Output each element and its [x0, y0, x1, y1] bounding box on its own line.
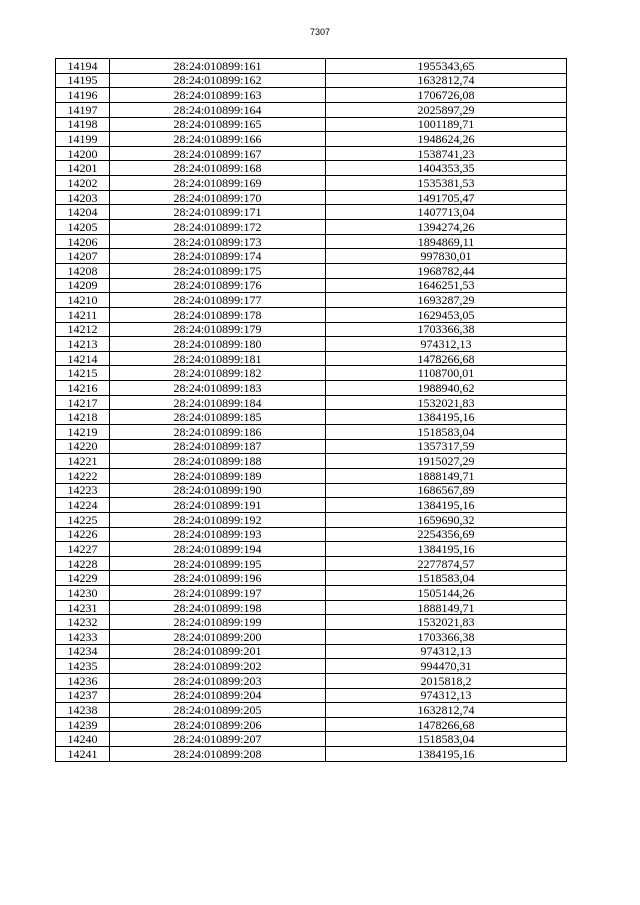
cadastral-number-cell: 28:24:010899:205 — [110, 703, 326, 718]
row-number-cell: 14216 — [56, 381, 110, 396]
table-row — [56, 395, 567, 410]
row-number-cell: 14226 — [56, 527, 110, 542]
row-number-cell: 14215 — [56, 366, 110, 381]
cadastral-number-cell: 28:24:010899:183 — [110, 381, 326, 396]
cadastral-number-cell: 28:24:010899:161 — [110, 59, 326, 74]
table-row — [56, 439, 567, 454]
value-cell: 2277874,57 — [326, 556, 567, 571]
row-number-cell: 14201 — [56, 161, 110, 176]
value-cell: 1948624,26 — [326, 132, 567, 147]
cadastral-number-cell: 28:24:010899:186 — [110, 425, 326, 440]
cadastral-number-cell: 28:24:010899:196 — [110, 571, 326, 586]
table-row — [56, 132, 567, 147]
cadastral-number-cell: 28:24:010899:162 — [110, 73, 326, 88]
value-cell: 1703366,38 — [326, 629, 567, 644]
row-number-cell: 14202 — [56, 176, 110, 191]
row-number-cell: 14228 — [56, 556, 110, 571]
cadastral-number-cell: 28:24:010899:193 — [110, 527, 326, 542]
cadastral-number-cell: 28:24:010899:172 — [110, 220, 326, 235]
cadastral-number-cell: 28:24:010899:168 — [110, 161, 326, 176]
row-number-cell: 14217 — [56, 395, 110, 410]
row-number-cell: 14225 — [56, 512, 110, 527]
cadastral-number-cell: 28:24:010899:166 — [110, 132, 326, 147]
value-cell: 1888149,71 — [326, 468, 567, 483]
table-row — [56, 161, 567, 176]
cadastral-number-cell: 28:24:010899:203 — [110, 673, 326, 688]
value-cell: 1538741,23 — [326, 146, 567, 161]
table-row — [56, 88, 567, 103]
cadastral-number-cell: 28:24:010899:171 — [110, 205, 326, 220]
table-row — [56, 586, 567, 601]
row-number-cell: 14199 — [56, 132, 110, 147]
table-row — [56, 717, 567, 732]
value-cell: 2025897,29 — [326, 102, 567, 117]
value-cell: 974312,13 — [326, 688, 567, 703]
row-number-cell: 14206 — [56, 234, 110, 249]
table-row — [56, 59, 567, 74]
value-cell: 974312,13 — [326, 337, 567, 352]
value-cell: 1693287,29 — [326, 293, 567, 308]
cadastral-number-cell: 28:24:010899:179 — [110, 322, 326, 337]
cadastral-number-cell: 28:24:010899:177 — [110, 293, 326, 308]
table-row — [56, 498, 567, 513]
table-row — [56, 73, 567, 88]
cadastral-number-cell: 28:24:010899:182 — [110, 366, 326, 381]
cadastral-number-cell: 28:24:010899:167 — [110, 146, 326, 161]
cadastral-number-cell: 28:24:010899:184 — [110, 395, 326, 410]
cadastral-number-cell: 28:24:010899:194 — [110, 542, 326, 557]
value-cell: 1955343,65 — [326, 59, 567, 74]
row-number-cell: 14237 — [56, 688, 110, 703]
table-row — [56, 732, 567, 747]
row-number-cell: 14207 — [56, 249, 110, 264]
value-cell: 1518583,04 — [326, 425, 567, 440]
value-cell: 1888149,71 — [326, 600, 567, 615]
value-cell: 1968782,44 — [326, 263, 567, 278]
value-cell: 1001189,71 — [326, 117, 567, 132]
table-row — [56, 483, 567, 498]
table-row — [56, 366, 567, 381]
row-number-cell: 14221 — [56, 454, 110, 469]
value-cell: 1478266,68 — [326, 351, 567, 366]
row-number-cell: 14222 — [56, 468, 110, 483]
value-cell: 1518583,04 — [326, 732, 567, 747]
table-row — [56, 688, 567, 703]
table-row — [56, 190, 567, 205]
cadastral-number-cell: 28:24:010899:200 — [110, 629, 326, 644]
row-number-cell: 14194 — [56, 59, 110, 74]
value-cell: 1384195,16 — [326, 747, 567, 762]
table-row — [56, 512, 567, 527]
table-row — [56, 117, 567, 132]
value-cell: 1491705,47 — [326, 190, 567, 205]
value-cell: 997830,01 — [326, 249, 567, 264]
cadastral-number-cell: 28:24:010899:176 — [110, 278, 326, 293]
cadastral-number-cell: 28:24:010899:208 — [110, 747, 326, 762]
row-number-cell: 14208 — [56, 263, 110, 278]
cadastral-number-cell: 28:24:010899:175 — [110, 263, 326, 278]
value-cell: 1407713,04 — [326, 205, 567, 220]
value-cell: 1357317,59 — [326, 439, 567, 454]
cadastral-number-cell: 28:24:010899:188 — [110, 454, 326, 469]
table-row — [56, 629, 567, 644]
cadastral-number-cell: 28:24:010899:169 — [110, 176, 326, 191]
table-row — [56, 454, 567, 469]
row-number-cell: 14212 — [56, 322, 110, 337]
table-row — [56, 542, 567, 557]
cadastral-number-cell: 28:24:010899:185 — [110, 410, 326, 425]
value-cell: 1894869,11 — [326, 234, 567, 249]
value-cell: 974312,13 — [326, 644, 567, 659]
value-cell: 1384195,16 — [326, 542, 567, 557]
row-number-cell: 14205 — [56, 220, 110, 235]
cadastral-number-cell: 28:24:010899:191 — [110, 498, 326, 513]
value-cell: 1478266,68 — [326, 717, 567, 732]
row-number-cell: 14218 — [56, 410, 110, 425]
table-row — [56, 703, 567, 718]
value-cell: 1108700,01 — [326, 366, 567, 381]
table-row — [56, 644, 567, 659]
table-row — [56, 351, 567, 366]
value-cell: 1686567,89 — [326, 483, 567, 498]
cadastral-number-cell: 28:24:010899:181 — [110, 351, 326, 366]
row-number-cell: 14224 — [56, 498, 110, 513]
value-cell: 1629453,05 — [326, 307, 567, 322]
cadastral-number-cell: 28:24:010899:201 — [110, 644, 326, 659]
row-number-cell: 14236 — [56, 673, 110, 688]
row-number-cell: 14198 — [56, 117, 110, 132]
row-number-cell: 14239 — [56, 717, 110, 732]
value-cell: 2254356,69 — [326, 527, 567, 542]
cadastral-number-cell: 28:24:010899:178 — [110, 307, 326, 322]
table-row — [56, 176, 567, 191]
row-number-cell: 14214 — [56, 351, 110, 366]
row-number-cell: 14213 — [56, 337, 110, 352]
page-number: 7307 — [309, 27, 331, 37]
table-row — [56, 556, 567, 571]
table-row — [56, 527, 567, 542]
value-cell: 994470,31 — [326, 659, 567, 674]
cadastral-number-cell: 28:24:010899:197 — [110, 586, 326, 601]
value-cell: 1518583,04 — [326, 571, 567, 586]
table-row — [56, 234, 567, 249]
value-cell: 1532021,83 — [326, 615, 567, 630]
value-cell: 1394274,26 — [326, 220, 567, 235]
value-cell: 1404353,35 — [326, 161, 567, 176]
table-row — [56, 278, 567, 293]
value-cell: 1384195,16 — [326, 498, 567, 513]
cadastral-number-cell: 28:24:010899:206 — [110, 717, 326, 732]
cadastral-number-cell: 28:24:010899:187 — [110, 439, 326, 454]
row-number-cell: 14223 — [56, 483, 110, 498]
table-row — [56, 307, 567, 322]
cadastral-number-cell: 28:24:010899:173 — [110, 234, 326, 249]
value-cell: 1632812,74 — [326, 703, 567, 718]
table-row — [56, 322, 567, 337]
cadastral-number-cell: 28:24:010899:163 — [110, 88, 326, 103]
value-cell: 1659690,32 — [326, 512, 567, 527]
row-number-cell: 14195 — [56, 73, 110, 88]
cadastral-number-cell: 28:24:010899:198 — [110, 600, 326, 615]
row-number-cell: 14241 — [56, 747, 110, 762]
cadastral-number-cell: 28:24:010899:174 — [110, 249, 326, 264]
row-number-cell: 14240 — [56, 732, 110, 747]
table-row — [56, 747, 567, 762]
value-cell: 1505144,26 — [326, 586, 567, 601]
value-cell: 2015818,2 — [326, 673, 567, 688]
row-number-cell: 14197 — [56, 102, 110, 117]
row-number-cell: 14235 — [56, 659, 110, 674]
table-row — [56, 468, 567, 483]
cadastral-number-cell: 28:24:010899:204 — [110, 688, 326, 703]
row-number-cell: 14220 — [56, 439, 110, 454]
value-cell: 1706726,08 — [326, 88, 567, 103]
cadastral-number-cell: 28:24:010899:195 — [110, 556, 326, 571]
cadastral-number-cell: 28:24:010899:207 — [110, 732, 326, 747]
value-cell: 1384195,16 — [326, 410, 567, 425]
row-number-cell: 14230 — [56, 586, 110, 601]
table-row — [56, 571, 567, 586]
table-row — [56, 293, 567, 308]
row-number-cell: 14211 — [56, 307, 110, 322]
table-row — [56, 600, 567, 615]
table-row — [56, 102, 567, 117]
table-row — [56, 263, 567, 278]
cadastral-number-cell: 28:24:010899:180 — [110, 337, 326, 352]
table-row — [56, 220, 567, 235]
cadastral-number-cell: 28:24:010899:189 — [110, 468, 326, 483]
row-number-cell: 14200 — [56, 146, 110, 161]
value-cell: 1915027,29 — [326, 454, 567, 469]
value-cell: 1535381,53 — [326, 176, 567, 191]
table-row — [56, 146, 567, 161]
value-cell: 1532021,83 — [326, 395, 567, 410]
table-row — [56, 381, 567, 396]
table-row — [56, 673, 567, 688]
row-number-cell: 14204 — [56, 205, 110, 220]
cadastral-number-cell: 28:24:010899:165 — [110, 117, 326, 132]
row-number-cell: 14209 — [56, 278, 110, 293]
data-table — [55, 58, 567, 762]
table-row — [56, 410, 567, 425]
cadastral-number-cell: 28:24:010899:190 — [110, 483, 326, 498]
cadastral-number-cell: 28:24:010899:202 — [110, 659, 326, 674]
value-cell: 1646251,53 — [326, 278, 567, 293]
table-row — [56, 249, 567, 264]
row-number-cell: 14234 — [56, 644, 110, 659]
cadastral-number-cell: 28:24:010899:164 — [110, 102, 326, 117]
cadastral-number-cell: 28:24:010899:192 — [110, 512, 326, 527]
value-cell: 1703366,38 — [326, 322, 567, 337]
row-number-cell: 14229 — [56, 571, 110, 586]
table-row — [56, 205, 567, 220]
row-number-cell: 14232 — [56, 615, 110, 630]
table-row — [56, 659, 567, 674]
row-number-cell: 14210 — [56, 293, 110, 308]
value-cell: 1632812,74 — [326, 73, 567, 88]
row-number-cell: 14231 — [56, 600, 110, 615]
table-row — [56, 615, 567, 630]
value-cell: 1988940,62 — [326, 381, 567, 396]
table-row — [56, 337, 567, 352]
row-number-cell: 14227 — [56, 542, 110, 557]
row-number-cell: 14203 — [56, 190, 110, 205]
cadastral-number-cell: 28:24:010899:170 — [110, 190, 326, 205]
row-number-cell: 14233 — [56, 629, 110, 644]
row-number-cell: 14219 — [56, 425, 110, 440]
row-number-cell: 14238 — [56, 703, 110, 718]
cadastral-number-cell: 28:24:010899:199 — [110, 615, 326, 630]
table-row — [56, 425, 567, 440]
table-body — [56, 59, 567, 762]
row-number-cell: 14196 — [56, 88, 110, 103]
